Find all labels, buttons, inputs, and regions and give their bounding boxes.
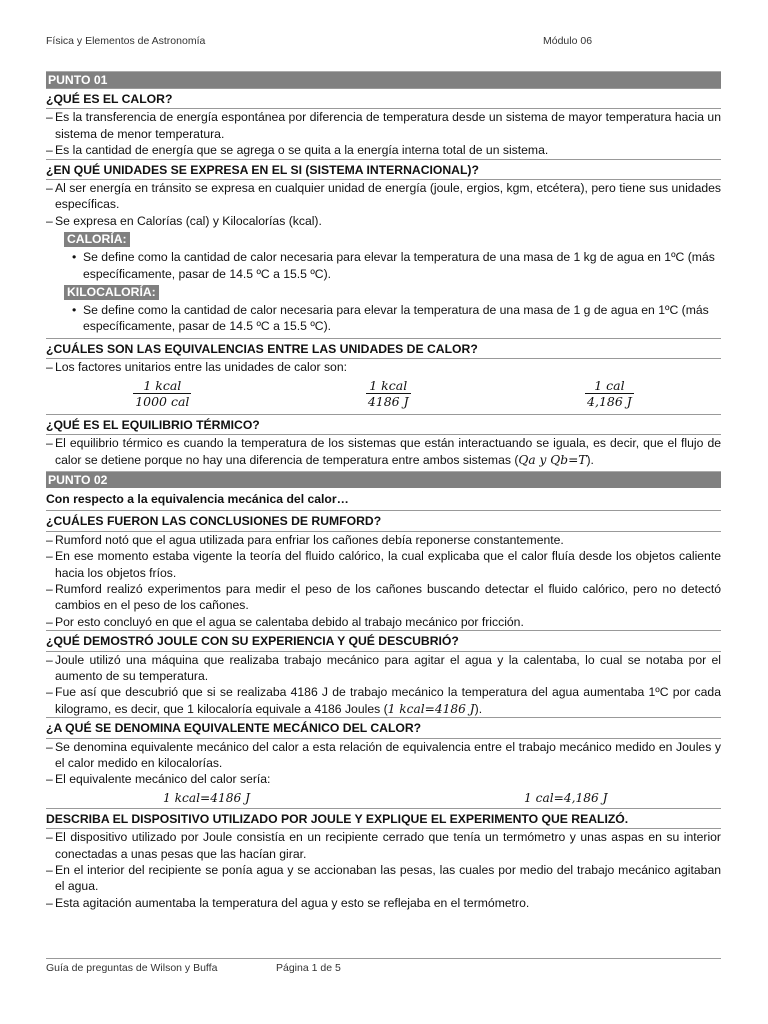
question-heading: ¿EN QUÉ UNIDADES SE EXPRESA EN EL SI (SISTEMA INTERNACIONAL)? [46, 159, 721, 180]
header-course-title: Física y Elementos de Astronomía [46, 35, 206, 47]
list-item: – Joule utilizó una máquina que realizaba trabajo mecánico para agitar el agua y la calentaba, lo cual se notaba por el aumento de su temperatura. [46, 652, 721, 685]
caloria-definition [46, 249, 721, 282]
footer-guide-title: Guía de preguntas de Wilson y Buffa [46, 962, 218, 974]
kilocaloria-definition [46, 302, 721, 335]
list-item: – El dispositivo utilizado por Joule consistía en un recipiente cerrado que tenía un termómetro y unas aspas en su interior conectadas a unas pesas que las hacían girar. [46, 829, 721, 862]
section-bar-punto-01: PUNTO 01 [46, 71, 721, 88]
list-item: – Esta agitación aumentaba la temperatura del agua y esto se reflejaba en el termómetro. [46, 895, 721, 911]
caloria-tag: CALORÍA: [64, 232, 130, 247]
footer-page-number: Página 1 de 5 [276, 962, 341, 974]
question-heading: ¿A QUÉ SE DENOMINA EQUIVALENTE MECÁNICO DEL CALOR? [46, 717, 721, 738]
list-item: – Se denomina equivalente mecánico del calor a esta relación de equivalencia entre el trabajo mecánico medido en Joules y el calor medido en kilocalorías. [46, 739, 721, 772]
answer-list [46, 180, 721, 229]
document-body [46, 71, 721, 911]
section-intro: Con respecto a la equivalencia mecánica del calor… [46, 491, 349, 506]
fraction-cal-j: $\frac{\text{1 cal}}{4,186 J}$ [587, 377, 632, 409]
question-heading: ¿QUÉ ES EL EQUILIBRIO TÉRMICO? [46, 414, 721, 435]
list-item: – En el interior del recipiente se ponía agua y se accionaban las pesas, las cuales por medio del trabajo mecánico agitaban el agua. [46, 862, 721, 895]
equivalence-equations [46, 788, 721, 808]
kilocaloria-tag: KILOCALORÍA: [64, 285, 159, 300]
list-item: – Al ser energía en tránsito se expresa en cualquier unidad de energía (joule, ergios, kgm, etcétera), pero tiene sus unidades específicas. [46, 180, 721, 213]
question-heading: ¿QUÉ ES EL CALOR? [46, 88, 721, 109]
equation-kcal-j: 1 kcal=4186 J [163, 790, 250, 805]
answer-list [46, 532, 721, 630]
fraction-kcal-j: $\frac{\text{1 kcal}}{4186 J}$ [367, 377, 409, 409]
equation-inline: 1 kcal=4186 J [387, 701, 475, 716]
fraction-kcal-cal: $\frac{\text{1 kcal}}{\text{1000 cal}}$ [135, 377, 190, 409]
answer-list [46, 739, 721, 788]
question-heading: ¿CUÁLES SON LAS EQUIVALENCIAS ENTRE LAS UNIDADES DE CALOR? [46, 338, 721, 359]
list-item: – Rumford realizó experimentos para medir el peso de los cañones buscando detectar el fluido calórico, pero no detectó cambios en el peso de los cañones. [46, 581, 721, 614]
list-item: – En ese momento estaba vigente la teoría del fluido calórico, la cual explicaba que el calor fluía desde los objetos caliente hacia los objetos fríos. [46, 548, 721, 581]
question-heading: DESCRIBA EL DISPOSITIVO UTILIZADO POR JOULE Y EXPLIQUE EL EXPERIMENTO QUE REALIZÓ. [46, 808, 721, 829]
answer-list [46, 359, 721, 375]
page-footer [46, 958, 721, 974]
section-bar-punto-02: PUNTO 02 [46, 471, 721, 488]
answer-list [46, 652, 721, 718]
unit-factors [46, 376, 721, 414]
list-item: – El equilibrio térmico es cuando la temperatura de los sistemas que están interactuando se iguala, es decir, que el flujo de calor se detiene porque no hay una diferencia de temperatura entre ambos sistemas (Qa y Qb=T). [46, 435, 721, 468]
question-heading: ¿QUÉ DEMOSTRÓ JOULE CON SU EXPERIENCIA Y QUÉ DESCUBRIÓ? [46, 630, 721, 651]
list-item: • Se define como la cantidad de calor necesaria para elevar la temperatura de una masa de 1 kg de agua en 1ºC (más específicamente, pasar de 14.5 ºC a 15.5 ºC). [83, 249, 721, 282]
equation-cal-j: 1 cal=4,186 J [524, 790, 608, 805]
answer-list [46, 109, 721, 158]
answer-list [46, 829, 721, 911]
answer-list [46, 435, 721, 468]
list-item: – Es la cantidad de energía que se agrega o se quita a la energía interna total de un sistema. [46, 142, 721, 158]
equation-inline: Qa y Qb=T [518, 452, 587, 467]
header-module: Módulo 06 [543, 35, 593, 47]
list-item: – Fue así que descubrió que si se realizaba 4186 J de trabajo mecánico la temperatura del agua aumentaba 1ºC por cada kilogramo, es decir, que 1 kilocaloría equivale a 4186 Joules (1 kcal=4186 J). [46, 684, 721, 717]
list-item: – Rumford notó que el agua utilizada para enfriar los cañones debía reponerse constantemente. [46, 532, 721, 548]
list-item: • Se define como la cantidad de calor necesaria para elevar la temperatura de una masa de 1 g de agua en 1ºC (más específicamente, pasar de 14.5 ºC a 15.5 ºC). [83, 302, 721, 335]
list-item: – Los factores unitarios entre las unidades de calor son: [46, 359, 721, 375]
list-item: – Es la transferencia de energía espontánea por diferencia de temperatura desde un sistema de mayor temperatura hacia un sistema de menor temperatura. [46, 109, 721, 142]
question-heading: ¿CUÁLES FUERON LAS CONCLUSIONES DE RUMFORD? [46, 510, 721, 531]
list-item: – Se expresa en Calorías (cal) y Kilocalorías (kcal). [46, 213, 721, 229]
list-item: – El equivalente mecánico del calor sería: [46, 771, 721, 787]
list-item: – Por esto concluyó en que el agua se calentaba debido al trabajo mecánico por fricción. [46, 614, 721, 630]
